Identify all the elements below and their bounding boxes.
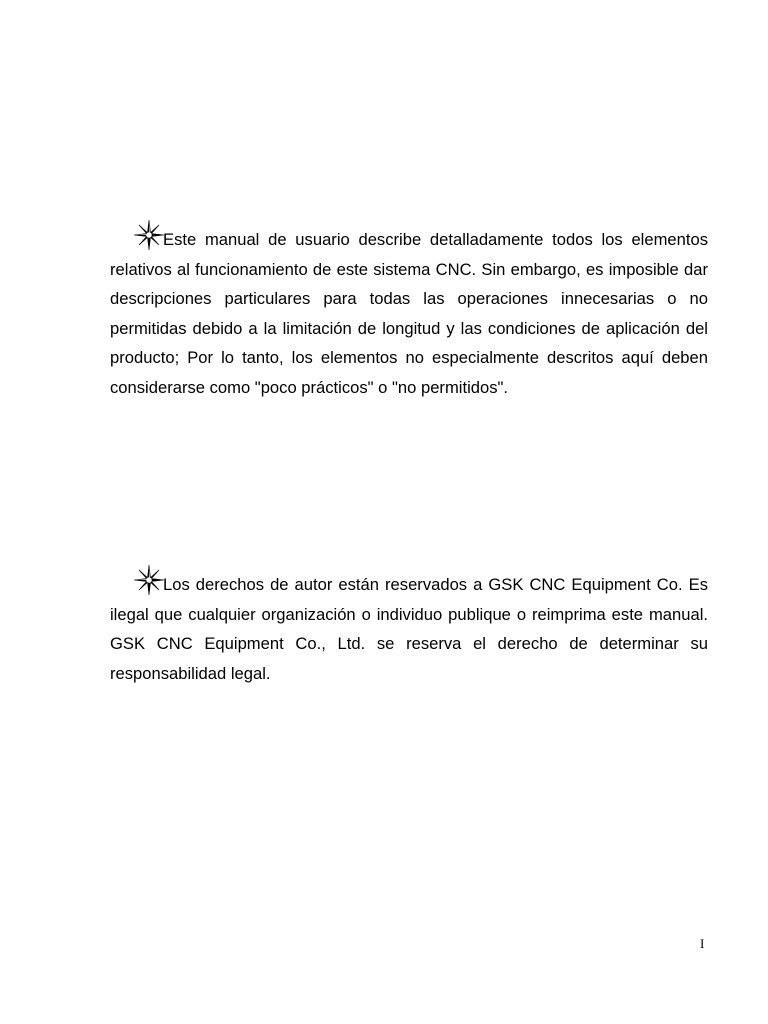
- compass-star-icon: [133, 219, 165, 251]
- disclaimer-text: Este manual de usuario describe detalladamente todos los elementos relativos al funcionamiento de este sistema CNC. Sin embargo, es imposible dar descripciones particulares para todas las operaciones innecesarias o no permitidas debido a la limitación de longitud y las condiciones de aplicación del producto; Por lo tanto, los elementos no especialmente descritos aquí deben considerarse como "poco prácticos" o "no permitidos".: [110, 230, 708, 397]
- copyright-text: Los derechos de autor están reservados a GSK CNC Equipment Co. Es ilegal que cualquier organización o individuo publique o reimprima este manual. GSK CNC Equipment Co., Ltd. se reserva el derecho de determinar su responsabilidad legal.: [110, 575, 708, 683]
- compass-star-icon: [133, 564, 165, 596]
- copyright-paragraph: [110, 564, 708, 688]
- page-number: I: [700, 936, 705, 951]
- disclaimer-paragraph: [110, 219, 708, 403]
